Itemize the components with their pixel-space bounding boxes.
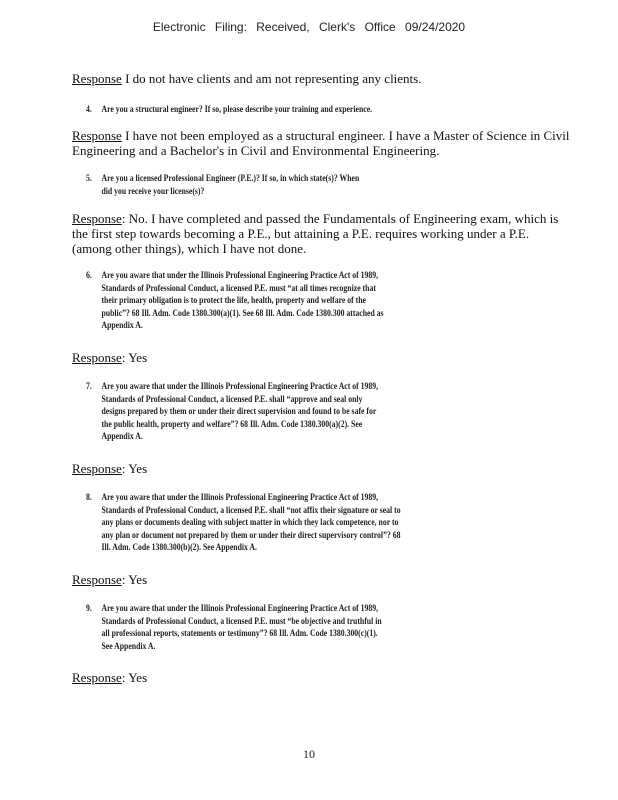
question-number: 7. — [86, 381, 92, 391]
response-6 — [72, 572, 572, 587]
filing-header: Electronic Filing: Received, Clerk's Office 09/24/2020 — [152, 20, 466, 34]
response-label: Response — [72, 350, 122, 365]
question-text: Are you aware that under the Illinois Professional Engineering Practice Act of 1989, Standards of Professional Conduct, a licensed P.E. must “at all times recognize that their primary obligation is to protect the life, health, property and welfare of the public”? 68 Ill. Adm. Code 1380.300(a)(1). See 68 Ill. Adm. Code 1380.300 attached as Appendix A. — [101, 270, 384, 330]
response-label: Response — [72, 71, 122, 86]
question-text: Are you aware that under the Illinois Professional Engineering Practice Act of 1989, Standards of Professional Conduct, a licensed P.E. shall “not affix their signature or seal to any plans or documents dealing with subject matter in which they lack competence, nor to any plan or document not prepared by them or under their direct supervisory control”? 68 Ill. Adm. Code 1380.300(b)(2). See Appendix A. — [101, 492, 401, 552]
question-8 — [86, 491, 475, 557]
response-1 — [72, 71, 572, 86]
page-number: 10 — [303, 747, 315, 761]
response-label: Response — [72, 461, 122, 476]
question-text: Are you aware that under the Illinois Professional Engineering Practice Act of 1989, Standards of Professional Conduct, a licensed P.E. shall “approve and seal only designs prepared by them or under their direct supervision and found to be safe for the public health, property and welfare”? 68 Ill. Adm. Code 1380.300(a)(2). See Appendix A. — [101, 381, 379, 441]
response-label: Response — [72, 670, 122, 685]
question-6 — [86, 269, 475, 335]
question-number: 8. — [86, 492, 92, 502]
question-5 — [86, 172, 475, 198]
response-5 — [72, 461, 572, 476]
response-text: I do not have clients and am not representing any clients. — [121, 71, 422, 86]
question-text: Are you aware that under the Illinois Professional Engineering Practice Act of 1989, Standards of Professional Conduct, a licensed P.E. must “be objective and truthful in all professional reports, statements or testimony”? 68 Ill. Adm. Code 1380.300(c)(1). See Appendix A. — [101, 603, 382, 651]
question-7 — [86, 380, 475, 446]
response-2 — [72, 128, 572, 158]
question-number: 5. — [86, 173, 92, 183]
question-number: 9. — [86, 603, 92, 613]
response-text: : Yes — [121, 461, 148, 476]
response-text: I have not been employed as a structural engineer. I have a Master of Science in Civil Engineering and a Bachelor's in Civil and Environmental Engineering. — [72, 128, 570, 158]
response-7 — [72, 670, 572, 685]
response-text: : Yes — [121, 670, 148, 685]
question-4 — [86, 103, 475, 117]
question-text: Are you a licensed Professional Engineer (P.E.)? If so, in which state(s)? When did you receive your license(s)? — [101, 173, 360, 196]
response-text: : No. I have completed and passed the Fundamentals of Engineering exam, which is the first step towards becoming a P.E., but attaining a P.E. requires working under a P.E. (among other things), which I have not done. — [72, 211, 559, 256]
response-4 — [72, 350, 572, 365]
response-text: : Yes — [121, 572, 148, 587]
response-label: Response — [72, 211, 122, 226]
response-label: Response — [72, 128, 122, 143]
response-text: : Yes — [121, 350, 148, 365]
question-number: 4. — [86, 104, 92, 114]
question-text: Are you a structural engineer? If so, please describe your training and experience. — [101, 104, 373, 114]
question-9 — [86, 602, 475, 656]
response-3 — [72, 211, 572, 256]
question-number: 6. — [86, 270, 92, 280]
response-label: Response — [72, 572, 122, 587]
